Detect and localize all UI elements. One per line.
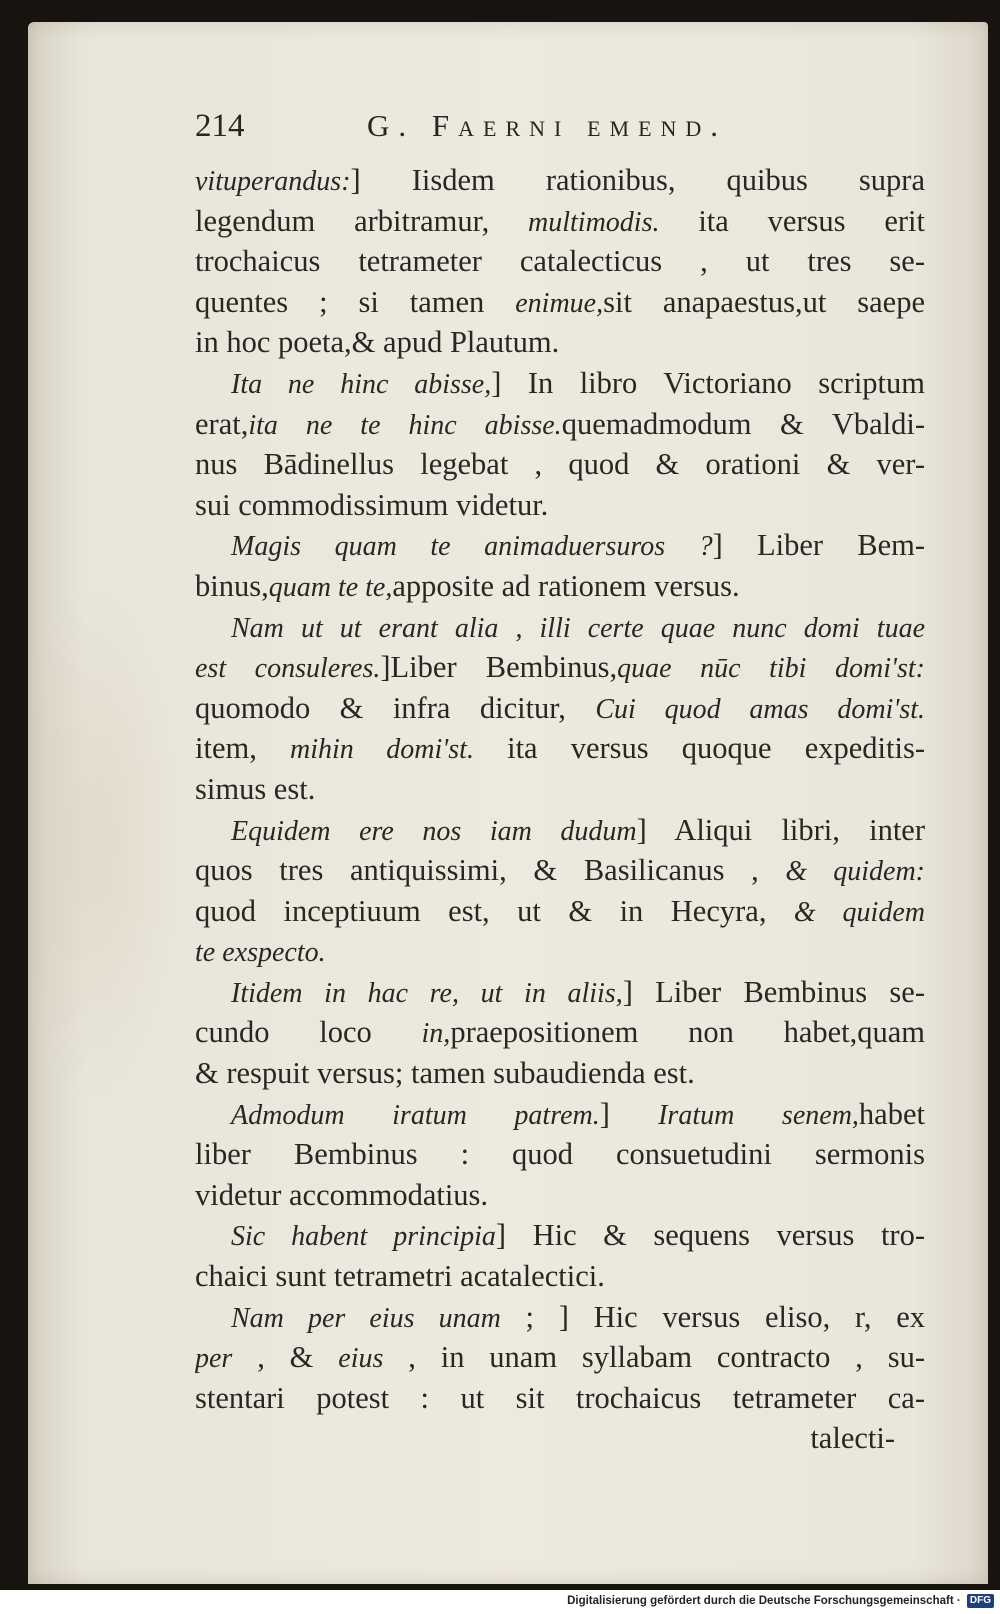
text-line xyxy=(195,1175,925,1216)
text-line xyxy=(195,363,925,404)
commentary-text: cundo loco xyxy=(195,1015,422,1050)
text-line xyxy=(195,566,925,607)
lemma-text: mihin domi'st. xyxy=(289,734,474,766)
text-line xyxy=(195,769,925,810)
commentary-text: ]Liber Bembinus, xyxy=(380,650,618,685)
page-header xyxy=(195,108,915,152)
commentary-text: quos tres antiquissimi, & Basilicanus , xyxy=(195,853,786,888)
lemma-text: Admodum iratum patrem. xyxy=(231,1099,600,1131)
commentary-text: chaici sunt tetrametri acatalectici. xyxy=(195,1259,605,1294)
commentary-text: videtur accommodatius. xyxy=(195,1177,489,1212)
commentary-text: talecti- xyxy=(810,1421,895,1456)
commentary-text: binus, xyxy=(195,568,269,603)
text-line xyxy=(195,1337,925,1378)
text-line xyxy=(195,1418,925,1459)
text-line xyxy=(195,241,925,282)
commentary-text: ] In libro Victoriano scriptum xyxy=(491,365,925,400)
text-line xyxy=(195,404,925,445)
commentary-text: simus est. xyxy=(195,771,316,806)
lemma-text: Equidem ere nos iam dudum xyxy=(231,815,637,847)
lemma-text: ita ne te hinc abisse. xyxy=(248,409,562,441)
commentary-text: stentari potest : ut sit trochaicus tetrameter ca- xyxy=(195,1380,925,1415)
text-line xyxy=(195,1094,925,1135)
lemma-text: & quidem xyxy=(793,896,925,928)
commentary-text: trochaicus tetrameter catalecticus , ut tres se- xyxy=(195,244,925,279)
commentary-text: ; ] Hic versus eliso, r, ex xyxy=(500,1299,925,1334)
text-line xyxy=(195,1256,925,1297)
text-line xyxy=(195,810,925,851)
commentary-text: quomodo & infra dicitur, xyxy=(195,690,596,725)
text-line xyxy=(195,1215,925,1256)
lemma-text: Cui quod amas domi'st. xyxy=(595,693,925,725)
lemma-text: vituperandus: xyxy=(195,166,351,197)
lemma-text: quam te te, xyxy=(268,571,393,603)
commentary-text: ita versus quoque expeditis- xyxy=(473,731,925,766)
commentary-text: ] Iisdem rationibus, quibus supra xyxy=(350,163,925,197)
lemma-text: & quidem: xyxy=(785,856,925,888)
digitization-footer xyxy=(567,1594,994,1612)
commentary-text: quemadmodum & Vbaldi- xyxy=(561,406,925,441)
commentary-text: quentes ; si tamen xyxy=(195,284,516,319)
commentary-text: habet xyxy=(858,1096,925,1131)
commentary-text: , & xyxy=(232,1340,339,1375)
text-line xyxy=(195,282,925,323)
text-line xyxy=(195,891,925,932)
text-line xyxy=(195,444,925,485)
commentary-text: ] Liber Bembinus se- xyxy=(622,974,925,1009)
lemma-text: Itidem in hac re, ut in aliis, xyxy=(231,977,623,1009)
body-text xyxy=(195,160,925,1459)
text-line xyxy=(195,607,925,648)
lemma-text: in, xyxy=(421,1018,451,1050)
text-line xyxy=(195,1053,925,1094)
text-line xyxy=(195,485,925,526)
lemma-text: Iratum senem, xyxy=(658,1099,859,1131)
text-line xyxy=(195,972,925,1013)
commentary-text: erat, xyxy=(195,406,249,441)
lemma-text: enimue, xyxy=(515,287,604,319)
commentary-text: ] Aliqui libri, inter xyxy=(636,812,925,847)
commentary-text: sit anapaestus,ut saepe xyxy=(603,284,925,319)
lemma-text: Nam ut ut erant alia , illi certe quae nunc domi tuae xyxy=(231,612,925,644)
text-line xyxy=(195,931,925,972)
lemma-text: Sic habent principia xyxy=(231,1221,496,1253)
commentary-text: quod inceptiuum est, ut & in Hecyra, xyxy=(195,893,794,928)
page-number: 214 xyxy=(195,108,245,144)
text-line xyxy=(195,322,925,363)
footer-credit: Digitalisierung gefördert durch die Deutsche Forschungsgemeinschaft · xyxy=(567,1595,961,1608)
text-line xyxy=(195,850,925,891)
commentary-text: & respuit versus; tamen subaudienda est. xyxy=(195,1056,695,1091)
commentary-text: nus Bādinellus legebat , quod & orationi & ver- xyxy=(195,447,925,482)
text-line xyxy=(195,728,925,769)
commentary-text: legendum arbitramur, xyxy=(195,203,529,238)
commentary-text: apposite ad rationem versus. xyxy=(392,568,740,603)
dfg-logo: DFG xyxy=(967,1594,994,1608)
commentary-text: praepositionem non habet,quam xyxy=(450,1015,925,1050)
lemma-text: Ita ne hinc abisse, xyxy=(231,368,492,400)
commentary-text: item, xyxy=(195,731,290,766)
text-line xyxy=(195,1134,925,1175)
lemma-text: multimodis. xyxy=(528,206,660,238)
text-line xyxy=(195,647,925,688)
lemma-text: est consuleres. xyxy=(195,653,381,685)
text-line xyxy=(195,688,925,729)
lemma-text: eius xyxy=(338,1343,384,1375)
commentary-text: in hoc poeta,& apud Plautum. xyxy=(195,325,560,360)
running-head: G. Faerni emend. xyxy=(367,108,728,143)
commentary-text: liber Bembinus : quod consuetudini sermonis xyxy=(195,1137,925,1172)
commentary-text: ] xyxy=(599,1096,659,1131)
lemma-text: per xyxy=(195,1343,233,1375)
commentary-text: ] Liber Bem- xyxy=(712,528,925,563)
lemma-text: quae nūc tibi domi'st: xyxy=(617,653,925,685)
commentary-text: ] Hic & sequens versus tro- xyxy=(495,1218,925,1253)
lemma-text: Nam per eius unam xyxy=(231,1302,501,1334)
lemma-text: te exspecto. xyxy=(195,937,326,969)
commentary-text: sui commodissimum videtur. xyxy=(195,487,549,522)
text-line xyxy=(195,160,925,201)
text-line xyxy=(195,525,925,566)
lemma-text: Magis quam te animaduersuros ? xyxy=(231,531,713,563)
text-line xyxy=(195,1297,925,1338)
text-line xyxy=(195,1012,925,1053)
text-line xyxy=(195,1378,925,1419)
commentary-text: , in unam syllabam contracto , su- xyxy=(383,1340,925,1375)
text-line xyxy=(195,201,925,242)
paper-stain xyxy=(36,582,186,1102)
commentary-text: ita versus erit xyxy=(659,203,925,238)
